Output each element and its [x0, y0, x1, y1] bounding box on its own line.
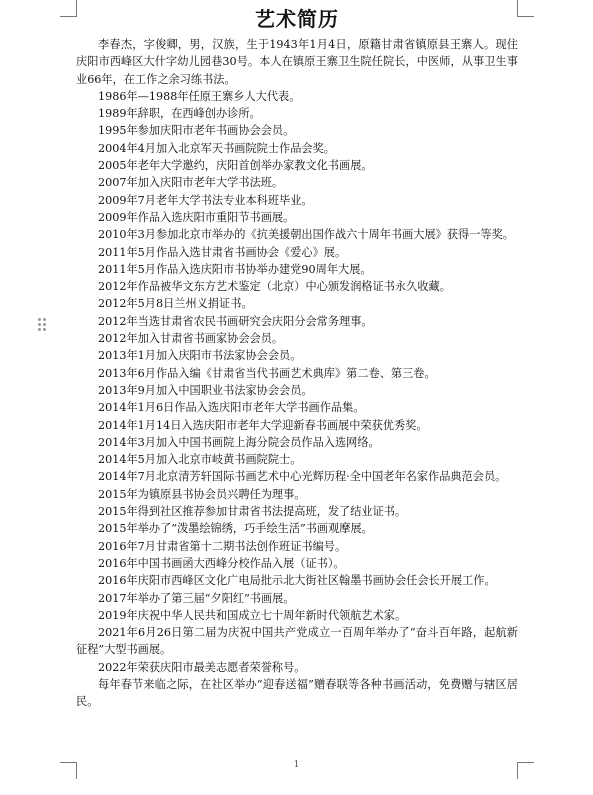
paragraph: 2012年5月8日兰州义捐证书。 [98, 297, 253, 311]
paragraph: 2014年1月6日作品入选庆阳市老年大学书画作品集。 [98, 401, 365, 415]
paragraph: 2017年举办了第三届“夕阳红”书画展。 [98, 591, 295, 605]
paragraph: 2016年庆阳市西峰区文化广电局批示北大街社区翰墨书画协会任会长开展工作。 [98, 574, 496, 588]
paragraph: 2004年4月加入北京军天书画院院士作品会奖。 [98, 141, 335, 155]
paragraph: 2005年老年大学邀约，庆阳首创举办家教文化书画展。 [98, 159, 373, 173]
paragraph: 2007年加入庆阳市老年大学书法班。 [98, 176, 284, 190]
crop-mark-top-right [517, 0, 534, 17]
paragraph: 2011年5月作品入选甘肃省书画协会《爱心》展。 [98, 245, 347, 259]
paragraph: 2012年加入甘肃省书画家协会会员。 [98, 332, 284, 346]
paragraph: 每年春节来临之际，在社区举办“迎春送福”赠春联等各种书画活动，免费赠与辖区居民。 [76, 677, 518, 709]
paragraph: 2021年6月26日第二届为庆祝中国共产党成立一百周年举办了“奋斗百年路，起航新征程”大型书画展。 [76, 626, 518, 657]
paragraph: 2009年7月老年大学书法专业本科班毕业。 [98, 193, 313, 207]
paragraph: 2016年中国书画函大西峰分校作品入展（证书）。 [98, 556, 345, 570]
drag-handle-icon[interactable] [38, 318, 46, 332]
paragraph: 2014年5月加入北京市岐黄书画院院士。 [98, 453, 302, 467]
paragraph: 2013年1月加入庆阳市书法家协会会员。 [98, 349, 302, 363]
paragraph: 2015年为镇原县书协会员兴聘任为理事。 [98, 487, 306, 501]
paragraph: 2022年荣获庆阳市最美志愿者荣誉称号。 [98, 660, 306, 674]
paragraph: 李春杰，字俊卿，男，汉族，生于1943年1月4日，原籍甘肃省镇原县王寨人。现住庆阳市西峰区大什字幼儿园巷30号。本人在镇原王寨卫生院任院长，中医师，从事卫生事业66年，在工作之余习练书法。 [76, 38, 518, 86]
paragraph: 2011年5月作品入选庆阳市书协举办建党90周年大展。 [98, 262, 372, 276]
document-page [76, 6, 518, 711]
paragraph: 2014年7月北京清芳轩国际书画艺术中心光辉历程·全中国老年名家作品典范会员。 [98, 470, 507, 484]
page-number: 1 [293, 760, 300, 770]
paragraph: 2009年作品入选庆阳市重阳节书画展。 [98, 210, 295, 224]
paragraph: 2012年当选甘肃省农民书画研究会庆阳分会常务理事。 [98, 314, 373, 328]
document-body [76, 36, 518, 711]
paragraph: 2010年3月参加北京市举办的《抗美援朝出国作战六十周年书画大展》获得一等奖。 [98, 228, 514, 242]
paragraph: 2015年举办了“泼墨绘锦绣，巧手绘生活”书画观摩展。 [98, 522, 373, 536]
document-title: 艺术简历 [255, 7, 339, 31]
paragraph: 2016年7月甘肃省第十二期书法创作班证书编号。 [98, 539, 347, 553]
crop-mark-top-left [60, 0, 77, 17]
paragraph: 2014年1月14日入选庆阳市老年大学迎新春书画展中荣获优秀奖。 [98, 418, 428, 432]
paragraph: 2015年得到社区推荐参加甘肃省书法提高班，发了结业证书。 [98, 505, 407, 519]
paragraph: 2013年6月作品入编《甘肃省当代书画艺术典库》第二卷、第三卷。 [98, 366, 436, 380]
paragraph: 2014年3月加入中国书画院上海分院会员作品入选网络。 [98, 435, 380, 449]
paragraph: 1989年辞职，在西峰创办诊所。 [98, 107, 261, 121]
paragraph: 2012年作品被华文东方艺术鉴定（北京）中心颁发润格证书永久收藏。 [98, 280, 451, 294]
paragraph: 1995年参加庆阳市老年书画协会会员。 [98, 124, 295, 138]
paragraph: 2013年9月加入中国职业书法家协会会员。 [98, 383, 313, 397]
paragraph: 1986年—1988年任原王寨乡人大代表。 [98, 89, 301, 103]
paragraph: 2019年庆祝中华人民共和国成立七十周年新时代领航艺术家。 [98, 608, 407, 622]
